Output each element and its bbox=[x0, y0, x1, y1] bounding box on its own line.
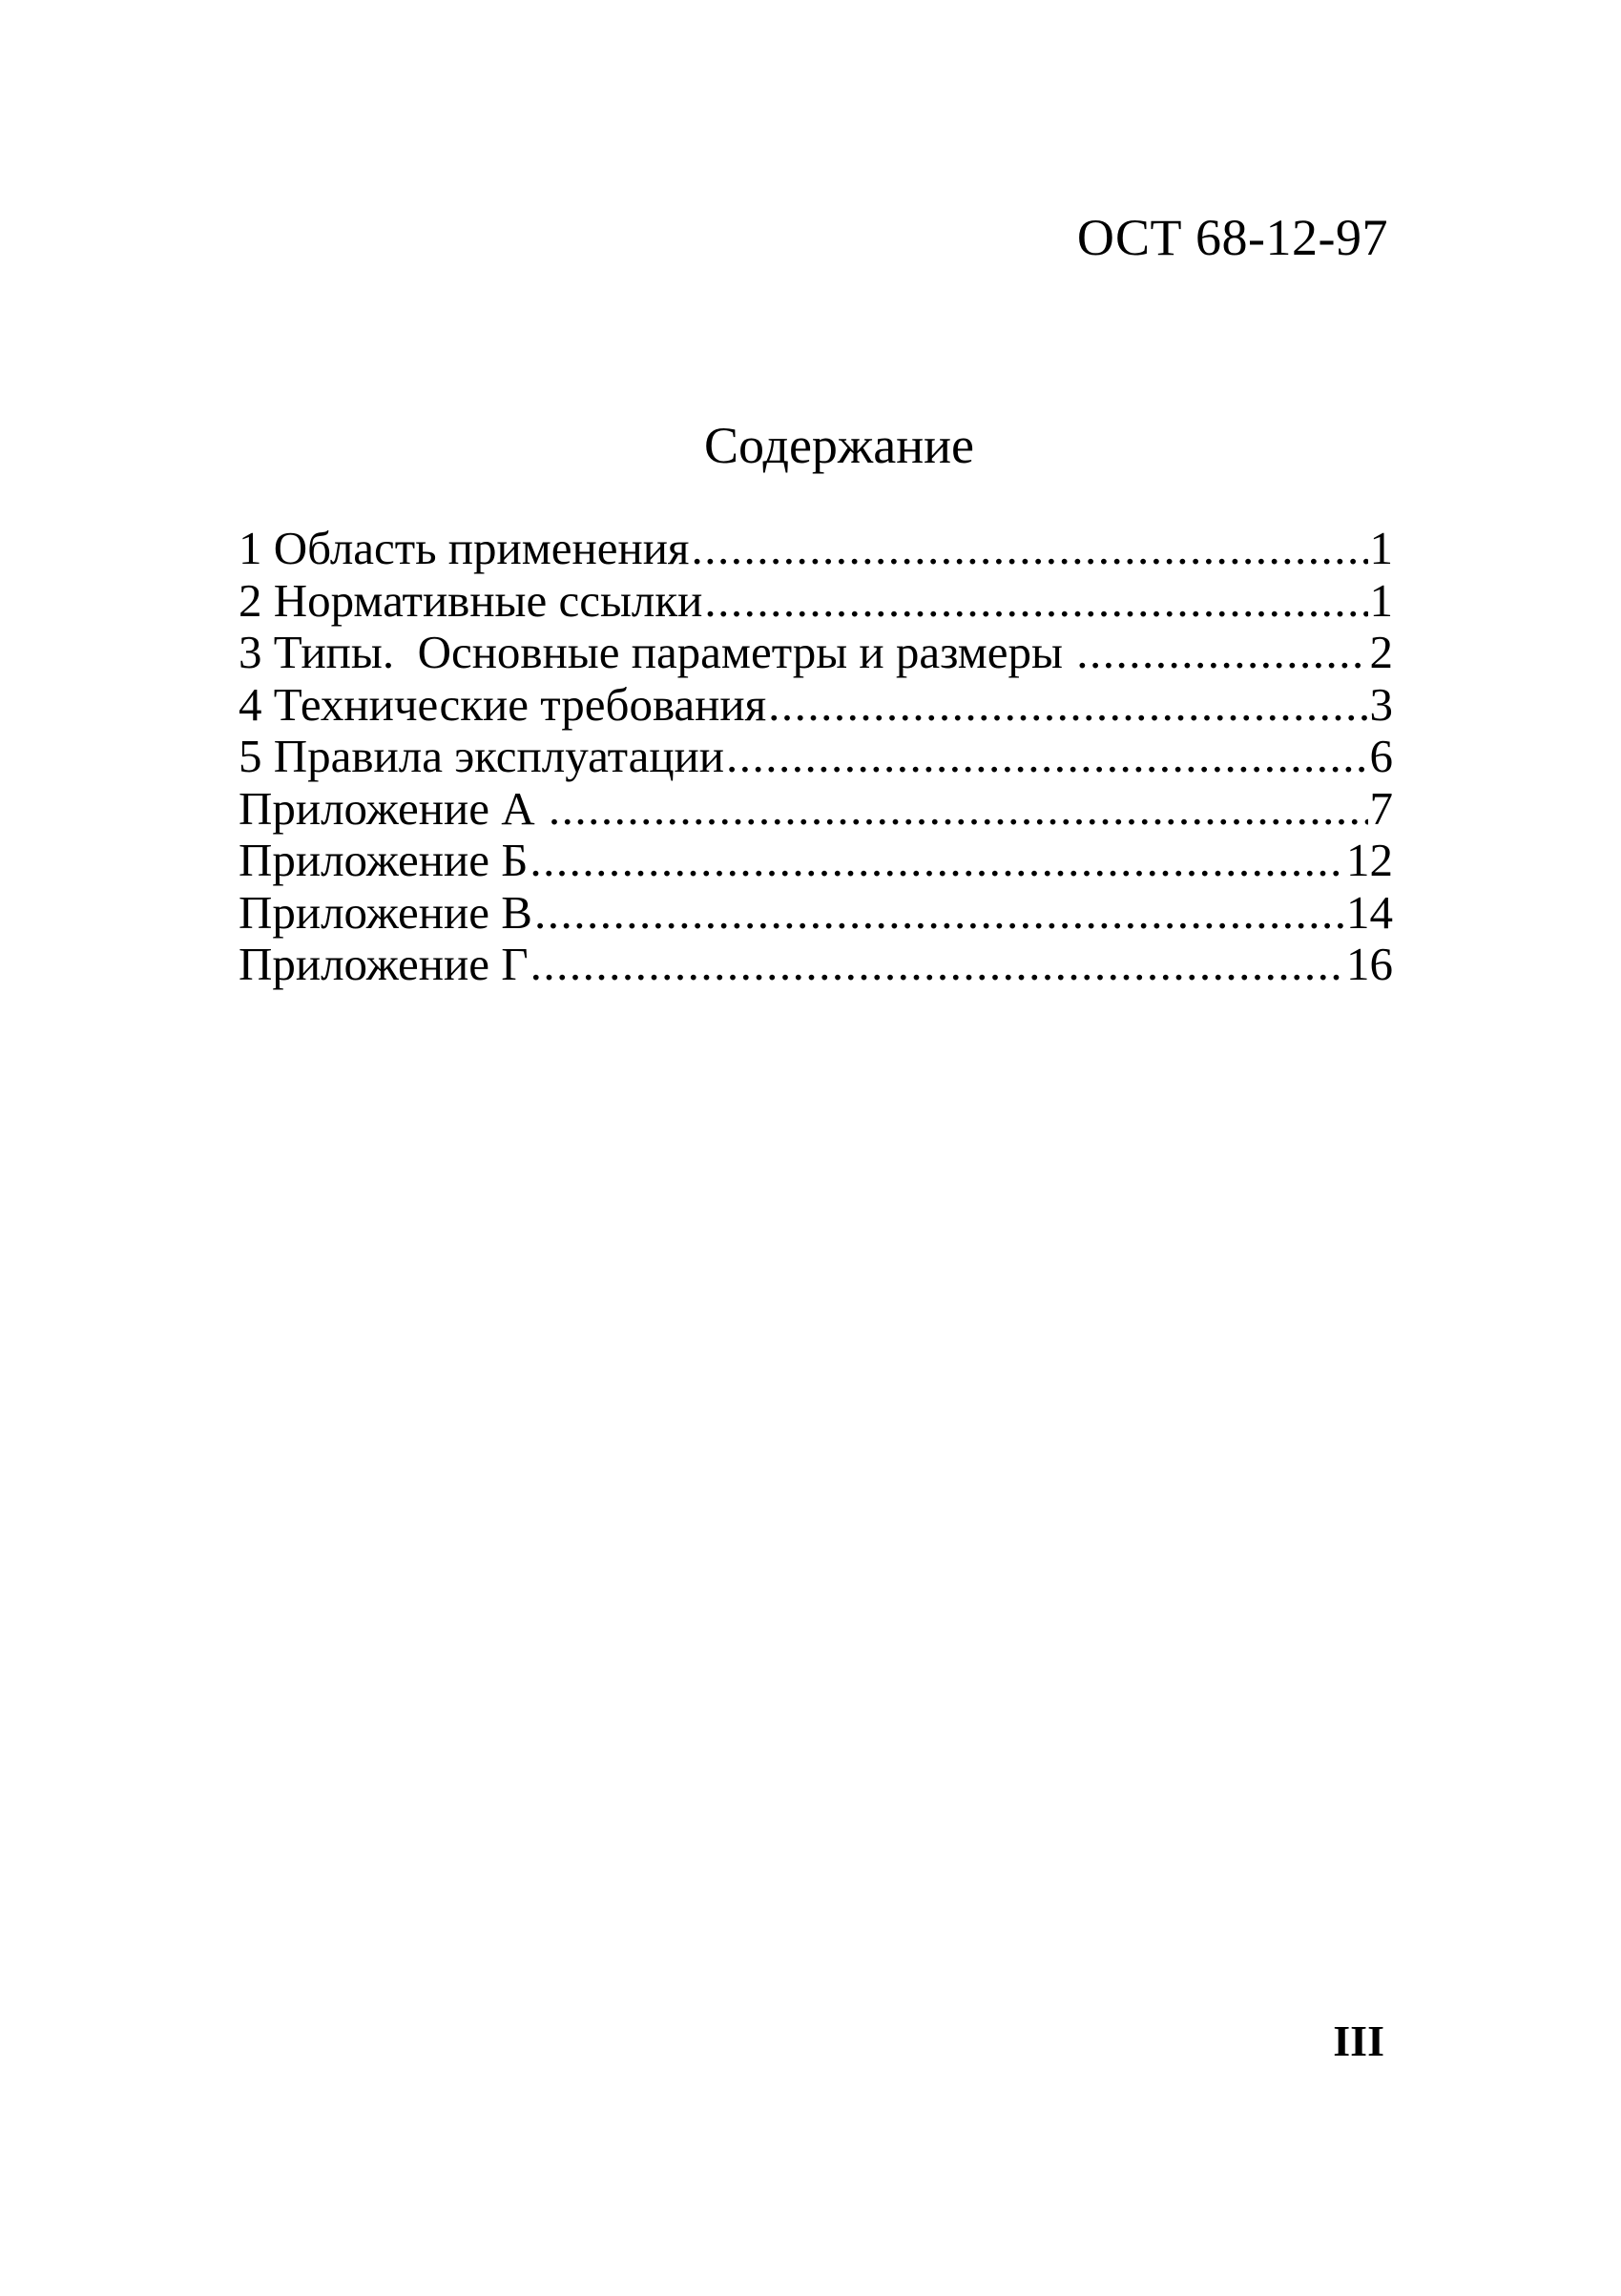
toc-item-page: 1 bbox=[1369, 522, 1393, 574]
toc-item[interactable] bbox=[239, 523, 1393, 575]
toc-item-page: 3 bbox=[1369, 677, 1393, 731]
toc-item-label: 1 Область применения bbox=[239, 522, 690, 574]
toc-dot-leader bbox=[530, 939, 1344, 991]
toc-item-page: 16 bbox=[1346, 938, 1393, 990]
toc-item[interactable] bbox=[239, 835, 1393, 887]
toc-dot-leader bbox=[549, 783, 1368, 836]
toc-item[interactable] bbox=[239, 627, 1393, 679]
table-of-contents bbox=[239, 523, 1393, 991]
toc-dot-leader bbox=[534, 887, 1344, 940]
toc-item[interactable] bbox=[239, 679, 1393, 732]
document-code: ОСТ 68-12-97 bbox=[1076, 209, 1388, 266]
toc-item-label: 4 Технические требования bbox=[239, 677, 767, 731]
toc-dot-leader bbox=[726, 731, 1368, 783]
toc-dot-leader bbox=[704, 575, 1367, 628]
toc-dot-leader bbox=[691, 523, 1367, 575]
toc-item-label: Приложение А bbox=[239, 781, 547, 835]
toc-item-page: 2 bbox=[1369, 626, 1393, 678]
toc-item[interactable] bbox=[239, 575, 1393, 628]
toc-item-label: Приложение Г bbox=[239, 938, 529, 990]
toc-dot-leader bbox=[530, 835, 1344, 887]
toc-item-page: 1 bbox=[1369, 573, 1393, 627]
toc-item-label: 2 Нормативные ссылки bbox=[239, 573, 703, 627]
page-number: III bbox=[1333, 2017, 1384, 2065]
toc-item-label: 5 Правила эксплуатации bbox=[239, 730, 724, 782]
toc-dot-leader bbox=[1076, 627, 1367, 679]
toc-item[interactable] bbox=[239, 939, 1393, 991]
toc-item[interactable] bbox=[239, 731, 1393, 783]
toc-item-label: 3 Типы. Основные параметры и размеры bbox=[239, 626, 1075, 678]
toc-item-label: Приложение В bbox=[239, 885, 532, 939]
toc-item-page: 6 bbox=[1369, 730, 1393, 782]
toc-item-page: 7 bbox=[1369, 781, 1393, 835]
toc-item-page: 14 bbox=[1346, 885, 1393, 939]
toc-item-page: 12 bbox=[1346, 834, 1393, 886]
toc-item[interactable] bbox=[239, 887, 1393, 940]
toc-dot-leader bbox=[768, 679, 1367, 732]
toc-item[interactable] bbox=[239, 783, 1393, 836]
toc-item-label: Приложение Б bbox=[239, 834, 529, 886]
toc-title: Содержание bbox=[704, 417, 974, 474]
